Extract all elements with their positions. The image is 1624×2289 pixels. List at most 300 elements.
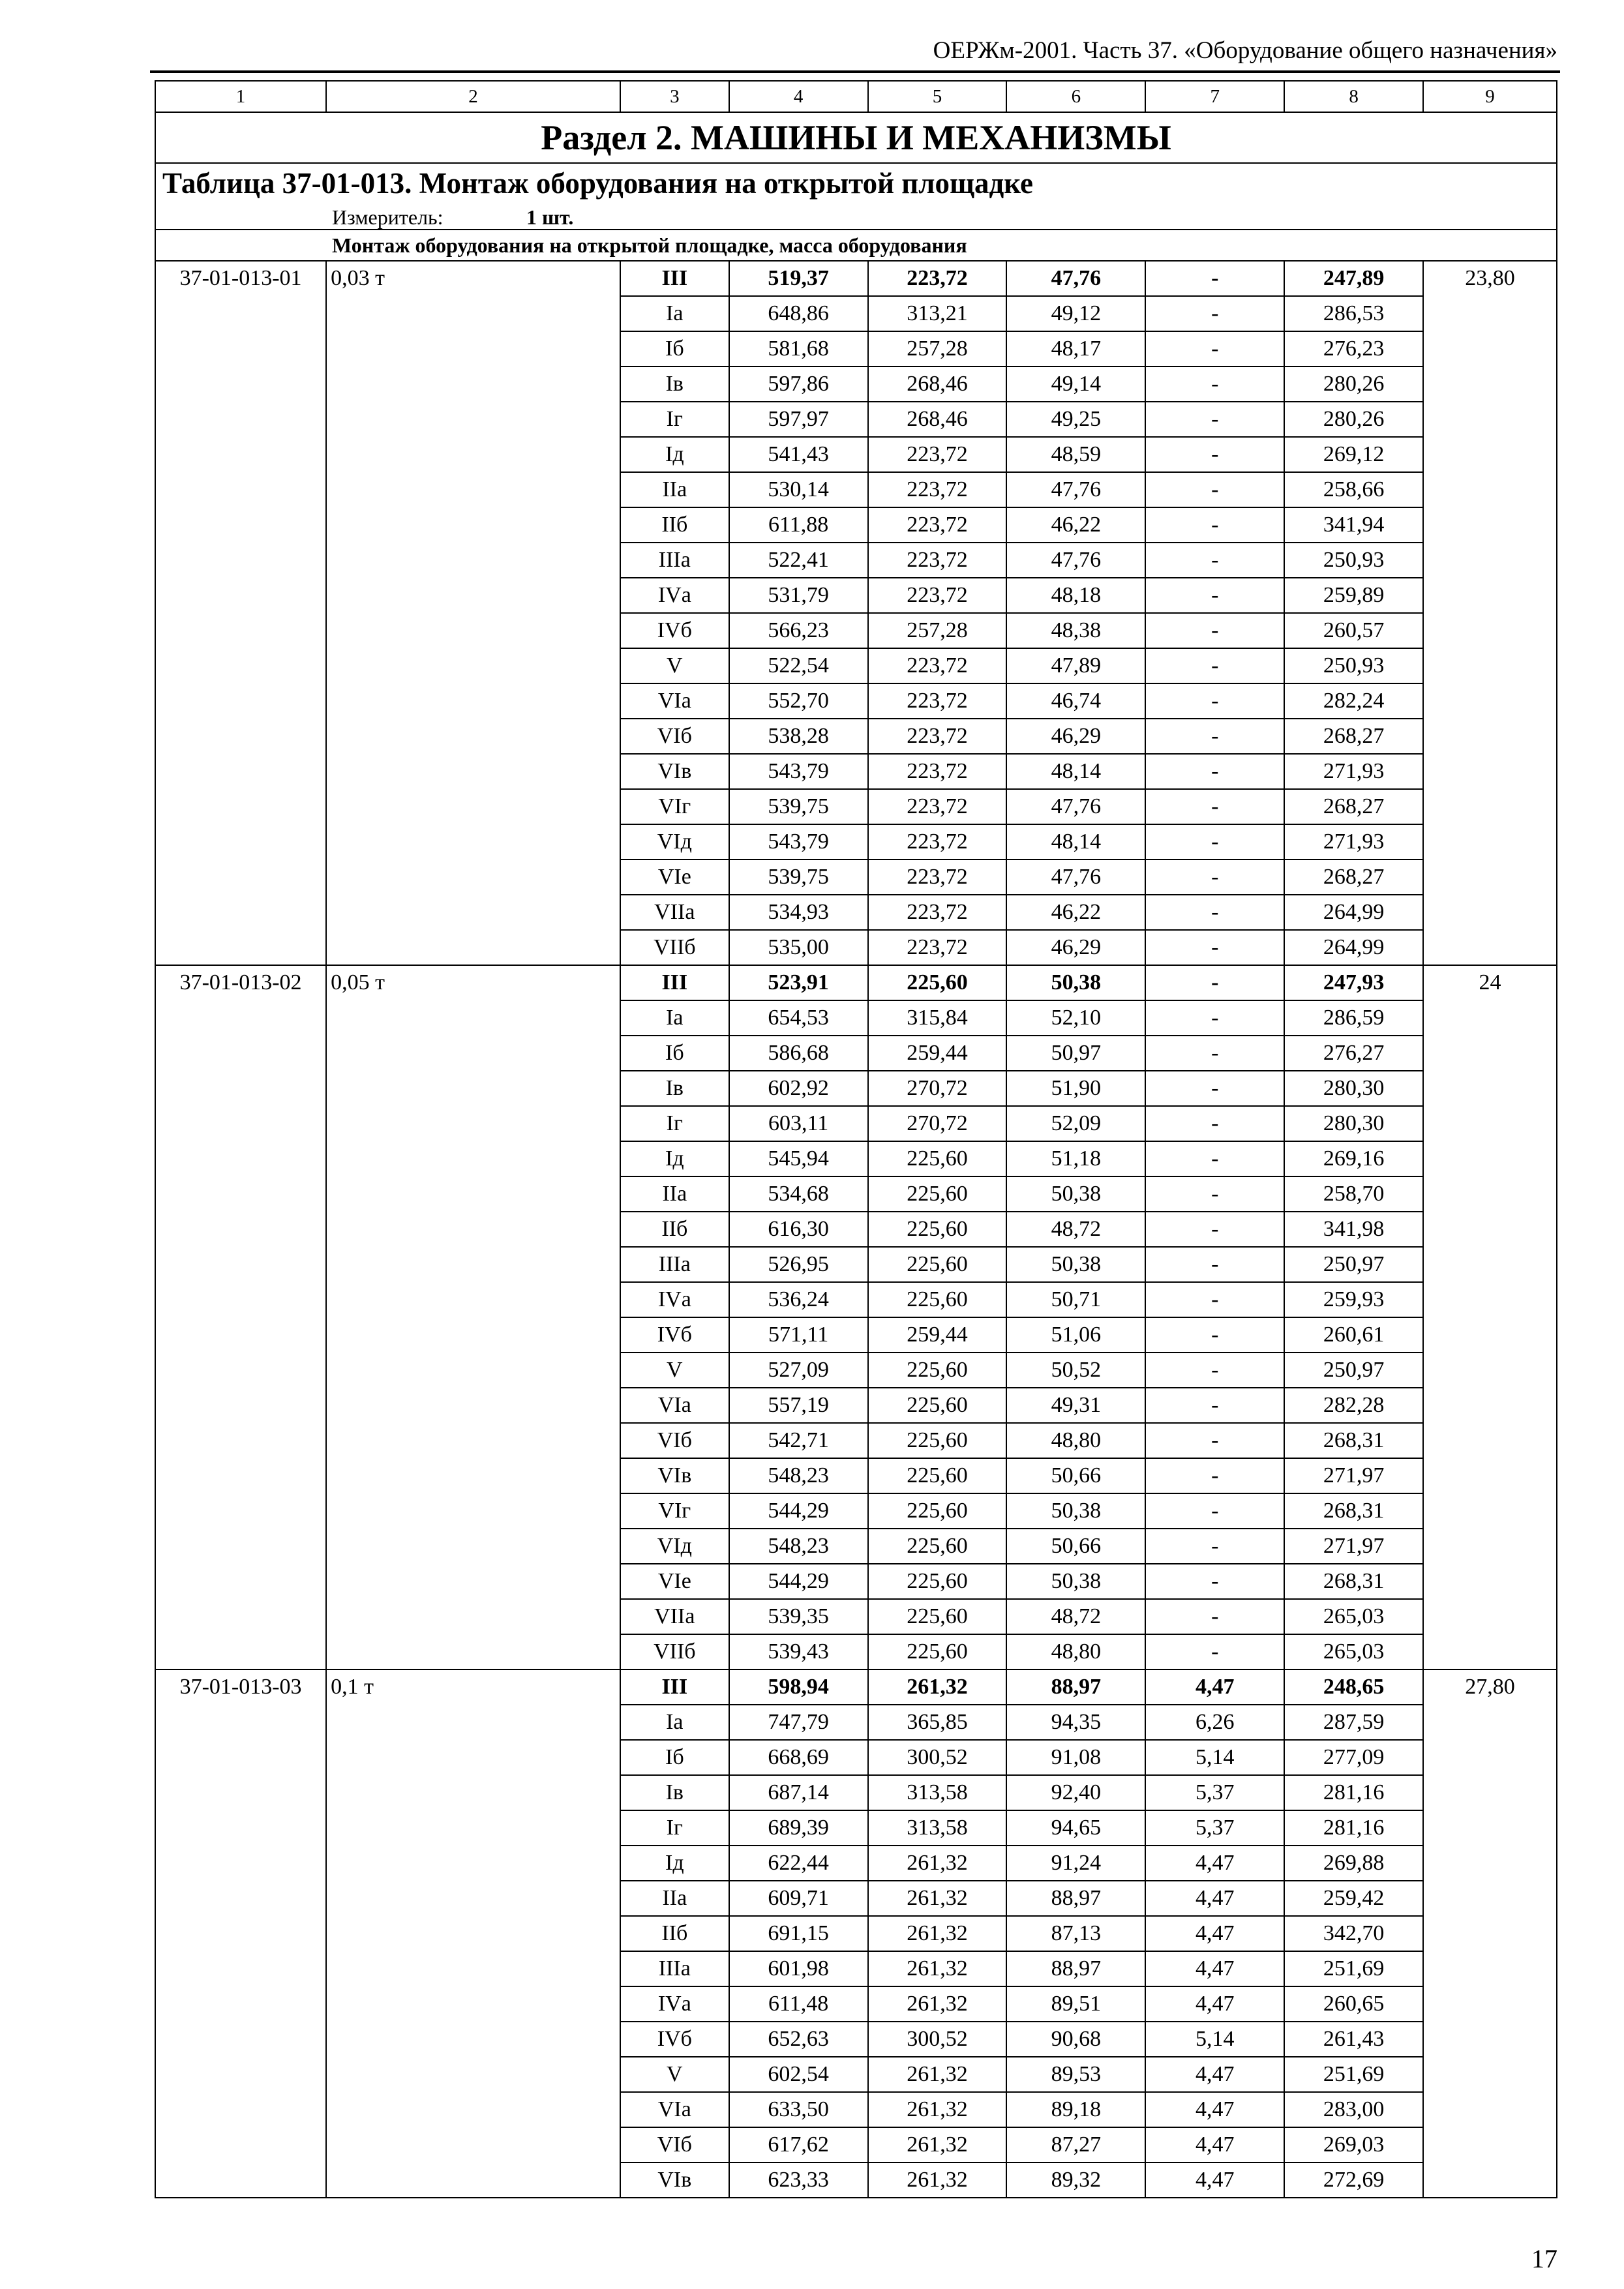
- meter-value: 1 шт.: [526, 205, 574, 229]
- value-cell: 268,46: [868, 367, 1007, 402]
- value-cell: 5,37: [1145, 1775, 1284, 1810]
- value-cell: -: [1145, 1634, 1284, 1669]
- value-cell: 48,72: [1006, 1212, 1145, 1247]
- value-cell: 50,38: [1006, 1493, 1145, 1529]
- value-cell: 48,80: [1006, 1634, 1145, 1669]
- equipment-mass: 0,05 т: [326, 965, 620, 1669]
- value-cell: 5,37: [1145, 1810, 1284, 1846]
- value-cell: 47,76: [1006, 472, 1145, 507]
- value-cell: -: [1145, 1282, 1284, 1317]
- value-cell: 258,66: [1284, 472, 1423, 507]
- value-cell: 617,62: [729, 2127, 868, 2162]
- value-cell: 47,76: [1006, 261, 1145, 296]
- equipment-mass: 0,03 т: [326, 261, 620, 965]
- value-cell: 286,53: [1284, 296, 1423, 331]
- value-cell: 548,23: [729, 1458, 868, 1493]
- value-cell: 602,92: [729, 1071, 868, 1106]
- zone-cell: Iа: [620, 1000, 729, 1036]
- value-cell: 282,28: [1284, 1388, 1423, 1423]
- zone-cell: IIа: [620, 1176, 729, 1212]
- value-cell: 276,27: [1284, 1036, 1423, 1071]
- value-cell: -: [1145, 1423, 1284, 1458]
- value-cell: -: [1145, 895, 1284, 930]
- value-cell: 260,65: [1284, 1986, 1423, 2022]
- value-cell: -: [1145, 1036, 1284, 1071]
- value-cell: 92,40: [1006, 1775, 1145, 1810]
- value-cell: 48,38: [1006, 613, 1145, 648]
- value-cell: 89,53: [1006, 2057, 1145, 2092]
- zone-cell: VIIа: [620, 1599, 729, 1634]
- value-cell: 611,48: [729, 1986, 868, 2022]
- value-cell: 522,41: [729, 543, 868, 578]
- zone-cell: VIд: [620, 824, 729, 860]
- column-number: 3: [620, 81, 729, 112]
- zone-cell: VIIа: [620, 895, 729, 930]
- value-cell: 5,14: [1145, 1740, 1284, 1775]
- value-cell: -: [1145, 824, 1284, 860]
- zone-cell: Iб: [620, 1740, 729, 1775]
- value-cell: 50,71: [1006, 1282, 1145, 1317]
- value-cell: 548,23: [729, 1529, 868, 1564]
- value-cell: 259,93: [1284, 1282, 1423, 1317]
- value-cell: 623,33: [729, 2162, 868, 2198]
- value-cell: 259,89: [1284, 578, 1423, 613]
- value-cell: 268,46: [868, 402, 1007, 437]
- value-cell: 526,95: [729, 1247, 868, 1282]
- value-cell: 545,94: [729, 1141, 868, 1176]
- value-cell: -: [1145, 296, 1284, 331]
- value-cell: 530,14: [729, 472, 868, 507]
- zone-cell: VIб: [620, 719, 729, 754]
- value-cell: 51,06: [1006, 1317, 1145, 1353]
- section-title-row: [155, 112, 1557, 163]
- value-cell: 51,18: [1006, 1141, 1145, 1176]
- value-cell: 539,43: [729, 1634, 868, 1669]
- column-number: 4: [729, 81, 868, 112]
- value-cell: -: [1145, 1493, 1284, 1529]
- value-cell: 652,63: [729, 2022, 868, 2057]
- value-cell: 223,72: [868, 437, 1007, 472]
- value-cell: 271,97: [1284, 1458, 1423, 1493]
- zone-cell: VIа: [620, 683, 729, 719]
- value-cell: 268,27: [1284, 860, 1423, 895]
- zone-cell: IVб: [620, 613, 729, 648]
- value-cell: 87,27: [1006, 2127, 1145, 2162]
- value-cell: 264,99: [1284, 895, 1423, 930]
- value-cell: 91,08: [1006, 1740, 1145, 1775]
- value-cell: 280,30: [1284, 1106, 1423, 1141]
- value-cell: 598,94: [729, 1669, 868, 1705]
- value-cell: 277,09: [1284, 1740, 1423, 1775]
- table-row: [155, 965, 1557, 1000]
- value-cell: 519,37: [729, 261, 868, 296]
- value-cell: -: [1145, 1353, 1284, 1388]
- zone-cell: V: [620, 648, 729, 683]
- value-cell: 281,16: [1284, 1775, 1423, 1810]
- meter-row: [155, 203, 1557, 230]
- value-cell: -: [1145, 1564, 1284, 1599]
- value-cell: 225,60: [868, 1212, 1007, 1247]
- value-cell: 225,60: [868, 1458, 1007, 1493]
- column-number: 1: [155, 81, 326, 112]
- value-cell: 541,43: [729, 437, 868, 472]
- zone-cell: VIв: [620, 754, 729, 789]
- zone-cell: III: [620, 965, 729, 1000]
- value-cell: -: [1145, 331, 1284, 367]
- value-cell: 50,38: [1006, 1247, 1145, 1282]
- column-number: 8: [1284, 81, 1423, 112]
- value-cell: 46,22: [1006, 507, 1145, 543]
- value-cell: 268,27: [1284, 719, 1423, 754]
- value-cell: 261,32: [868, 1669, 1007, 1705]
- col9-value: 27,80: [1423, 1669, 1557, 2198]
- zone-cell: IVб: [620, 2022, 729, 2057]
- column-number: 6: [1006, 81, 1145, 112]
- value-cell: 269,03: [1284, 2127, 1423, 2162]
- value-cell: 4,47: [1145, 2057, 1284, 2092]
- value-cell: 271,93: [1284, 754, 1423, 789]
- value-cell: 88,97: [1006, 1881, 1145, 1916]
- value-cell: 223,72: [868, 860, 1007, 895]
- zone-cell: III: [620, 261, 729, 296]
- zone-cell: Iб: [620, 1036, 729, 1071]
- value-cell: 223,72: [868, 507, 1007, 543]
- value-cell: 538,28: [729, 719, 868, 754]
- value-cell: 616,30: [729, 1212, 868, 1247]
- value-cell: 250,97: [1284, 1247, 1423, 1282]
- zone-cell: Iб: [620, 331, 729, 367]
- zone-cell: IIа: [620, 1881, 729, 1916]
- value-cell: 313,21: [868, 296, 1007, 331]
- value-cell: 48,59: [1006, 437, 1145, 472]
- value-cell: 257,28: [868, 331, 1007, 367]
- value-cell: -: [1145, 437, 1284, 472]
- value-cell: 225,60: [868, 1493, 1007, 1529]
- value-cell: 261,32: [868, 1951, 1007, 1986]
- zone-cell: VIа: [620, 2092, 729, 2127]
- value-cell: 250,97: [1284, 1353, 1423, 1388]
- value-cell: 581,68: [729, 331, 868, 367]
- value-cell: 287,59: [1284, 1705, 1423, 1740]
- value-cell: -: [1145, 1106, 1284, 1141]
- value-cell: 49,31: [1006, 1388, 1145, 1423]
- value-cell: 223,72: [868, 930, 1007, 965]
- value-cell: -: [1145, 261, 1284, 296]
- value-cell: 223,72: [868, 472, 1007, 507]
- value-cell: 247,93: [1284, 965, 1423, 1000]
- rates-table: [155, 80, 1557, 2198]
- value-cell: 281,16: [1284, 1810, 1423, 1846]
- value-cell: 47,89: [1006, 648, 1145, 683]
- zone-cell: Iв: [620, 367, 729, 402]
- value-cell: 225,60: [868, 1176, 1007, 1212]
- value-cell: 248,65: [1284, 1669, 1423, 1705]
- zone-cell: Iг: [620, 1810, 729, 1846]
- zone-cell: IIIа: [620, 1247, 729, 1282]
- value-cell: 89,51: [1006, 1986, 1145, 2022]
- zone-cell: VIIб: [620, 1634, 729, 1669]
- zone-cell: Iд: [620, 1846, 729, 1881]
- value-cell: 48,80: [1006, 1423, 1145, 1458]
- value-cell: -: [1145, 1317, 1284, 1353]
- subheading: Монтаж оборудования на открытой площадке, масса оборудования: [155, 230, 1557, 261]
- value-cell: 4,47: [1145, 2092, 1284, 2127]
- table-row: [155, 1669, 1557, 1705]
- value-cell: -: [1145, 613, 1284, 648]
- value-cell: 4,47: [1145, 1986, 1284, 2022]
- zone-cell: Iд: [620, 1141, 729, 1176]
- zone-cell: III: [620, 1669, 729, 1705]
- value-cell: 50,97: [1006, 1036, 1145, 1071]
- value-cell: 280,30: [1284, 1071, 1423, 1106]
- value-cell: 341,98: [1284, 1212, 1423, 1247]
- value-cell: 265,03: [1284, 1634, 1423, 1669]
- zone-cell: Iв: [620, 1071, 729, 1106]
- value-cell: 633,50: [729, 2092, 868, 2127]
- value-cell: 527,09: [729, 1353, 868, 1388]
- value-cell: 48,17: [1006, 331, 1145, 367]
- zone-cell: IIIа: [620, 543, 729, 578]
- value-cell: 225,60: [868, 1388, 1007, 1423]
- value-cell: 88,97: [1006, 1951, 1145, 1986]
- value-cell: 4,47: [1145, 1669, 1284, 1705]
- value-cell: 261,32: [868, 2162, 1007, 2198]
- zone-cell: V: [620, 2057, 729, 2092]
- value-cell: 691,15: [729, 1916, 868, 1951]
- zone-cell: Iа: [620, 1705, 729, 1740]
- value-cell: 586,68: [729, 1036, 868, 1071]
- value-cell: -: [1145, 1529, 1284, 1564]
- value-cell: 261,32: [868, 1846, 1007, 1881]
- value-cell: 270,72: [868, 1106, 1007, 1141]
- equipment-mass: 0,1 т: [326, 1669, 620, 2198]
- zone-cell: IVа: [620, 1282, 729, 1317]
- value-cell: 47,76: [1006, 543, 1145, 578]
- zone-cell: VIв: [620, 2162, 729, 2198]
- value-cell: 225,60: [868, 1423, 1007, 1458]
- value-cell: 46,29: [1006, 930, 1145, 965]
- value-cell: 622,44: [729, 1846, 868, 1881]
- value-cell: -: [1145, 965, 1284, 1000]
- value-cell: 261,32: [868, 2057, 1007, 2092]
- value-cell: 247,89: [1284, 261, 1423, 296]
- value-cell: -: [1145, 507, 1284, 543]
- zone-cell: Iа: [620, 296, 729, 331]
- value-cell: 223,72: [868, 683, 1007, 719]
- column-number: 9: [1423, 81, 1557, 112]
- value-cell: 689,39: [729, 1810, 868, 1846]
- value-cell: 747,79: [729, 1705, 868, 1740]
- table-row: [155, 261, 1557, 296]
- value-cell: 276,23: [1284, 331, 1423, 367]
- value-cell: 225,60: [868, 1353, 1007, 1388]
- rate-code: 37-01-013-02: [155, 965, 326, 1669]
- value-cell: 89,18: [1006, 2092, 1145, 2127]
- value-cell: 603,11: [729, 1106, 868, 1141]
- value-cell: 223,72: [868, 543, 1007, 578]
- value-cell: -: [1145, 472, 1284, 507]
- value-cell: 539,75: [729, 789, 868, 824]
- value-cell: 609,71: [729, 1881, 868, 1916]
- value-cell: 223,72: [868, 895, 1007, 930]
- value-cell: -: [1145, 930, 1284, 965]
- value-cell: 46,22: [1006, 895, 1145, 930]
- value-cell: -: [1145, 789, 1284, 824]
- zone-cell: Iг: [620, 1106, 729, 1141]
- zone-cell: VIб: [620, 2127, 729, 2162]
- value-cell: 654,53: [729, 1000, 868, 1036]
- value-cell: 534,68: [729, 1176, 868, 1212]
- page-number: 17: [1531, 2244, 1557, 2273]
- value-cell: 270,72: [868, 1071, 1007, 1106]
- header-rule: [150, 70, 1560, 73]
- value-cell: 313,58: [868, 1810, 1007, 1846]
- value-cell: -: [1145, 1599, 1284, 1634]
- value-cell: 223,72: [868, 824, 1007, 860]
- value-cell: 223,72: [868, 578, 1007, 613]
- zone-cell: IIб: [620, 1916, 729, 1951]
- value-cell: 315,84: [868, 1000, 1007, 1036]
- value-cell: 536,24: [729, 1282, 868, 1317]
- zone-cell: IVа: [620, 578, 729, 613]
- value-cell: 522,54: [729, 648, 868, 683]
- zone-cell: VIг: [620, 1493, 729, 1529]
- value-cell: 668,69: [729, 1740, 868, 1775]
- value-cell: 269,88: [1284, 1846, 1423, 1881]
- zone-cell: V: [620, 1353, 729, 1388]
- value-cell: -: [1145, 367, 1284, 402]
- zone-cell: IVб: [620, 1317, 729, 1353]
- value-cell: 50,66: [1006, 1458, 1145, 1493]
- column-number: 7: [1145, 81, 1284, 112]
- value-cell: 552,70: [729, 683, 868, 719]
- value-cell: 264,99: [1284, 930, 1423, 965]
- value-cell: -: [1145, 648, 1284, 683]
- value-cell: 89,32: [1006, 2162, 1145, 2198]
- value-cell: -: [1145, 1212, 1284, 1247]
- zone-cell: Iд: [620, 437, 729, 472]
- value-cell: 223,72: [868, 719, 1007, 754]
- value-cell: 268,31: [1284, 1423, 1423, 1458]
- value-cell: 571,11: [729, 1317, 868, 1353]
- rate-code: 37-01-013-03: [155, 1669, 326, 2198]
- value-cell: 225,60: [868, 1634, 1007, 1669]
- value-cell: 542,71: [729, 1423, 868, 1458]
- value-cell: 91,24: [1006, 1846, 1145, 1881]
- value-cell: 300,52: [868, 1740, 1007, 1775]
- value-cell: -: [1145, 860, 1284, 895]
- zone-cell: IIа: [620, 472, 729, 507]
- value-cell: 4,47: [1145, 2127, 1284, 2162]
- value-cell: 365,85: [868, 1705, 1007, 1740]
- value-cell: 223,72: [868, 754, 1007, 789]
- value-cell: 283,00: [1284, 2092, 1423, 2127]
- value-cell: 597,97: [729, 402, 868, 437]
- value-cell: 544,29: [729, 1493, 868, 1529]
- value-cell: 49,14: [1006, 367, 1145, 402]
- value-cell: 48,18: [1006, 578, 1145, 613]
- value-cell: -: [1145, 1000, 1284, 1036]
- value-cell: 50,38: [1006, 1564, 1145, 1599]
- value-cell: 534,93: [729, 895, 868, 930]
- value-cell: 258,70: [1284, 1176, 1423, 1212]
- value-cell: -: [1145, 683, 1284, 719]
- value-cell: 225,60: [868, 1247, 1007, 1282]
- value-cell: 261,32: [868, 1916, 1007, 1951]
- value-cell: 272,69: [1284, 2162, 1423, 2198]
- value-cell: 251,69: [1284, 1951, 1423, 1986]
- value-cell: 602,54: [729, 2057, 868, 2092]
- value-cell: 268,27: [1284, 789, 1423, 824]
- zone-cell: Iв: [620, 1775, 729, 1810]
- value-cell: 601,98: [729, 1951, 868, 1986]
- zone-cell: VIе: [620, 860, 729, 895]
- value-cell: 539,35: [729, 1599, 868, 1634]
- zone-cell: IIIа: [620, 1951, 729, 1986]
- table-title: Таблица 37-01-013. Монтаж оборудования на открытой площадке: [155, 163, 1557, 203]
- value-cell: 544,29: [729, 1564, 868, 1599]
- value-cell: 261,43: [1284, 2022, 1423, 2057]
- col9-value: 24: [1423, 965, 1557, 1669]
- running-header: ОЕРЖм-2001. Часть 37. «Оборудование общего назначения»: [933, 37, 1557, 64]
- value-cell: 282,24: [1284, 683, 1423, 719]
- rate-code: 37-01-013-01: [155, 261, 326, 965]
- value-cell: 50,38: [1006, 1176, 1145, 1212]
- zone-cell: Iг: [620, 402, 729, 437]
- value-cell: 268,31: [1284, 1564, 1423, 1599]
- value-cell: 48,14: [1006, 824, 1145, 860]
- value-cell: 223,72: [868, 789, 1007, 824]
- value-cell: 4,47: [1145, 1846, 1284, 1881]
- value-cell: 531,79: [729, 578, 868, 613]
- value-cell: 257,28: [868, 613, 1007, 648]
- value-cell: -: [1145, 719, 1284, 754]
- value-cell: 286,59: [1284, 1000, 1423, 1036]
- value-cell: 223,72: [868, 261, 1007, 296]
- zone-cell: VIе: [620, 1564, 729, 1599]
- column-number: 5: [868, 81, 1007, 112]
- value-cell: 557,19: [729, 1388, 868, 1423]
- value-cell: 260,61: [1284, 1317, 1423, 1353]
- value-cell: 523,91: [729, 965, 868, 1000]
- value-cell: 261,32: [868, 1881, 1007, 1916]
- value-cell: 49,12: [1006, 296, 1145, 331]
- zone-cell: IIб: [620, 1212, 729, 1247]
- value-cell: -: [1145, 402, 1284, 437]
- value-cell: 269,16: [1284, 1141, 1423, 1176]
- value-cell: 250,93: [1284, 543, 1423, 578]
- value-cell: 223,72: [868, 648, 1007, 683]
- value-cell: 271,93: [1284, 824, 1423, 860]
- value-cell: 251,69: [1284, 2057, 1423, 2092]
- zone-cell: IIб: [620, 507, 729, 543]
- value-cell: 225,60: [868, 1141, 1007, 1176]
- value-cell: 5,14: [1145, 2022, 1284, 2057]
- value-cell: 261,32: [868, 1986, 1007, 2022]
- value-cell: 265,03: [1284, 1599, 1423, 1634]
- column-numbers-row: [155, 81, 1557, 112]
- value-cell: 611,88: [729, 507, 868, 543]
- value-cell: 50,52: [1006, 1353, 1145, 1388]
- value-cell: 52,10: [1006, 1000, 1145, 1036]
- value-cell: 94,35: [1006, 1705, 1145, 1740]
- zone-cell: VIд: [620, 1529, 729, 1564]
- value-cell: 313,58: [868, 1775, 1007, 1810]
- value-cell: 250,93: [1284, 648, 1423, 683]
- value-cell: 259,44: [868, 1317, 1007, 1353]
- value-cell: 300,52: [868, 2022, 1007, 2057]
- value-cell: 259,42: [1284, 1881, 1423, 1916]
